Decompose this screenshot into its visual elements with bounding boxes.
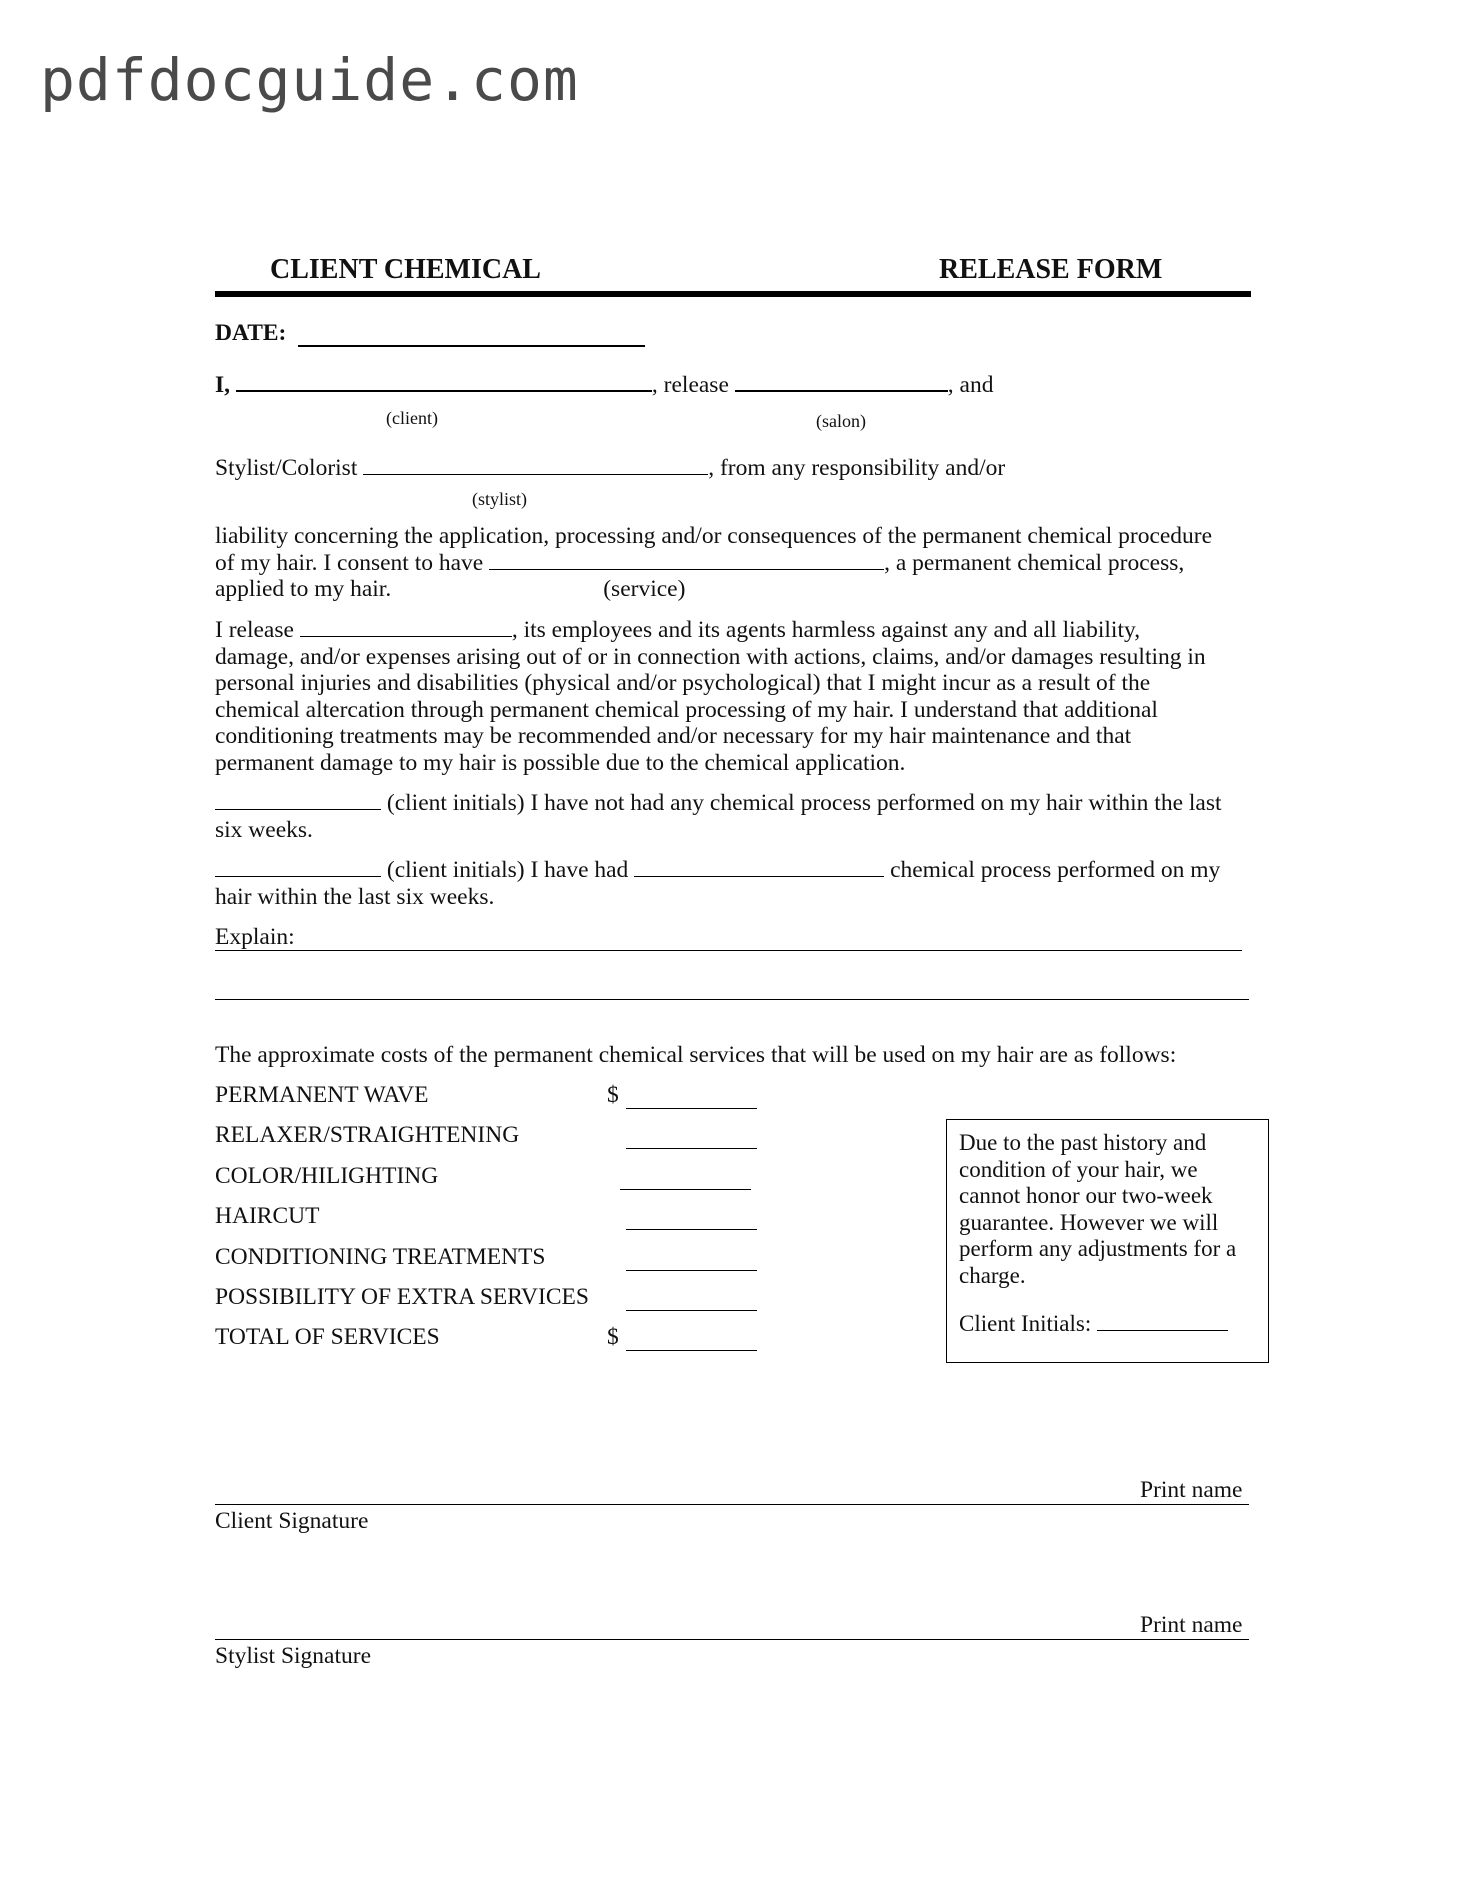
stylist-signature-label: Stylist Signature — [215, 1643, 372, 1669]
initials1-line1: (client initials) I have not had any chemical process performed on my hair within the last — [386, 790, 1222, 816]
client-print-name-label: Print name — [1140, 1477, 1243, 1503]
stylist-label: Stylist/Colorist — [215, 455, 358, 481]
explain-line-1[interactable] — [215, 950, 1242, 951]
cost-label-color: COLOR/HILIGHTING — [215, 1163, 439, 1189]
stylist-caption: (stylist) — [472, 489, 528, 509]
release-suffix: , and — [947, 372, 994, 398]
costs-intro: The approximate costs of the permanent chemical services that will be used on my hair are as follows: — [215, 1042, 1177, 1068]
para1-line3-text: applied to my hair. — [215, 576, 392, 602]
liability-paragraph — [215, 523, 1255, 603]
para2-line3: personal injuries and disabilities (physical and/or psychological) that I might incur as a result of the — [215, 670, 1151, 696]
notice-initials-label: Client Initials: — [959, 1311, 1092, 1336]
client-signature-label: Client Signature — [215, 1508, 369, 1534]
initials2-line2: hair within the last six weeks. — [215, 883, 495, 910]
initials2-line1-b: chemical process performed on my — [890, 857, 1221, 883]
para1-line3 — [215, 576, 1255, 603]
salon-name-field[interactable] — [735, 389, 948, 392]
para1-line1: liability concerning the application, processing and/or consequences of the permanent chemical procedure — [215, 523, 1213, 549]
release-line — [215, 372, 993, 399]
cost-field-permanent-wave[interactable] — [626, 1108, 757, 1109]
para2-line4: chemical altercation through permanent chemical processing of my hair. I understand that additional — [215, 696, 1158, 723]
para2-line1-b: , its employees and its agents harmless against any and all liability, — [511, 617, 1141, 643]
initials2-line1-a: (client initials) I have had — [386, 857, 629, 883]
initials-field-1[interactable] — [215, 808, 381, 810]
cost-dollar-permanent-wave: $ — [607, 1082, 619, 1108]
title-right: RELEASE FORM — [939, 254, 1163, 285]
release-prefix: I, — [215, 372, 231, 398]
service-caption: (service) — [603, 576, 686, 602]
stylist-suffix: , from any responsibility and/or — [708, 455, 1006, 481]
chemical-process-field[interactable] — [634, 875, 884, 877]
para2-line1-a: I release — [215, 617, 294, 643]
stylist-name-field[interactable] — [363, 473, 708, 475]
date-label: DATE: — [215, 320, 287, 346]
stylist-print-name-label: Print name — [1140, 1612, 1243, 1638]
cost-label-conditioning: CONDITIONING TREATMENTS — [215, 1244, 546, 1270]
initials-not-had — [215, 790, 1255, 843]
notice-initials-field[interactable] — [1097, 1329, 1228, 1331]
notice-text: Due to the past history and condition of your hair, we cannot honor our two-week guarantee. However we will perform any adjustments for a charge. — [959, 1130, 1237, 1288]
cost-field-relaxer[interactable] — [626, 1148, 757, 1149]
notice-initials — [959, 1311, 1256, 1338]
para1-line2-a: of my hair. I consent to have — [215, 549, 484, 576]
para2-line2: damage, and/or expenses arising out of or in connection with actions, claims, and/or damages resulting in — [215, 643, 1206, 670]
cost-field-total[interactable] — [626, 1350, 757, 1351]
release-paragraph — [215, 617, 1255, 776]
watermark-logo: pdfdocguide.com — [40, 46, 579, 114]
release-salon-field[interactable] — [300, 635, 512, 637]
title-rule — [215, 291, 1251, 297]
initials1-line2: six weeks. — [215, 816, 313, 843]
cost-field-haircut[interactable] — [626, 1229, 757, 1230]
guarantee-notice-box — [946, 1119, 1269, 1363]
cost-field-extra[interactable] — [626, 1310, 757, 1311]
explain-line-2[interactable] — [215, 999, 1249, 1000]
para1-line2 — [215, 550, 1255, 577]
stylist-line — [215, 455, 1005, 482]
para2-line6: permanent damage to my hair is possible due to the chemical application. — [215, 749, 906, 776]
cost-dollar-total: $ — [607, 1324, 619, 1350]
cost-label-haircut: HAIRCUT — [215, 1203, 320, 1229]
client-signature-line[interactable] — [215, 1504, 1249, 1505]
cost-label-permanent-wave: PERMANENT WAVE — [215, 1082, 429, 1108]
para2-line1 — [215, 617, 1255, 644]
cost-field-conditioning[interactable] — [626, 1270, 757, 1271]
salon-caption: (salon) — [816, 411, 866, 431]
client-name-field[interactable] — [236, 389, 652, 392]
cost-field-color[interactable] — [620, 1189, 751, 1190]
initials-field-2[interactable] — [215, 875, 381, 877]
client-caption: (client) — [386, 408, 438, 428]
para2-line5: conditioning treatments may be recommended and/or necessary for my hair maintenance and that — [215, 723, 1132, 749]
para1-line2-b: , a permanent chemical process, — [884, 549, 1185, 576]
service-field[interactable] — [489, 568, 884, 570]
initials-had — [215, 857, 1255, 910]
explain-label: Explain: — [215, 924, 295, 950]
release-mid: , release — [651, 372, 729, 398]
cost-label-extra: POSSIBILITY OF EXTRA SERVICES — [215, 1284, 589, 1310]
date-field[interactable] — [298, 345, 645, 347]
cost-label-total: TOTAL OF SERVICES — [215, 1324, 440, 1350]
cost-label-relaxer: RELAXER/STRAIGHTENING — [215, 1122, 520, 1148]
stylist-signature-line[interactable] — [215, 1639, 1249, 1640]
title-left: CLIENT CHEMICAL — [270, 254, 541, 285]
